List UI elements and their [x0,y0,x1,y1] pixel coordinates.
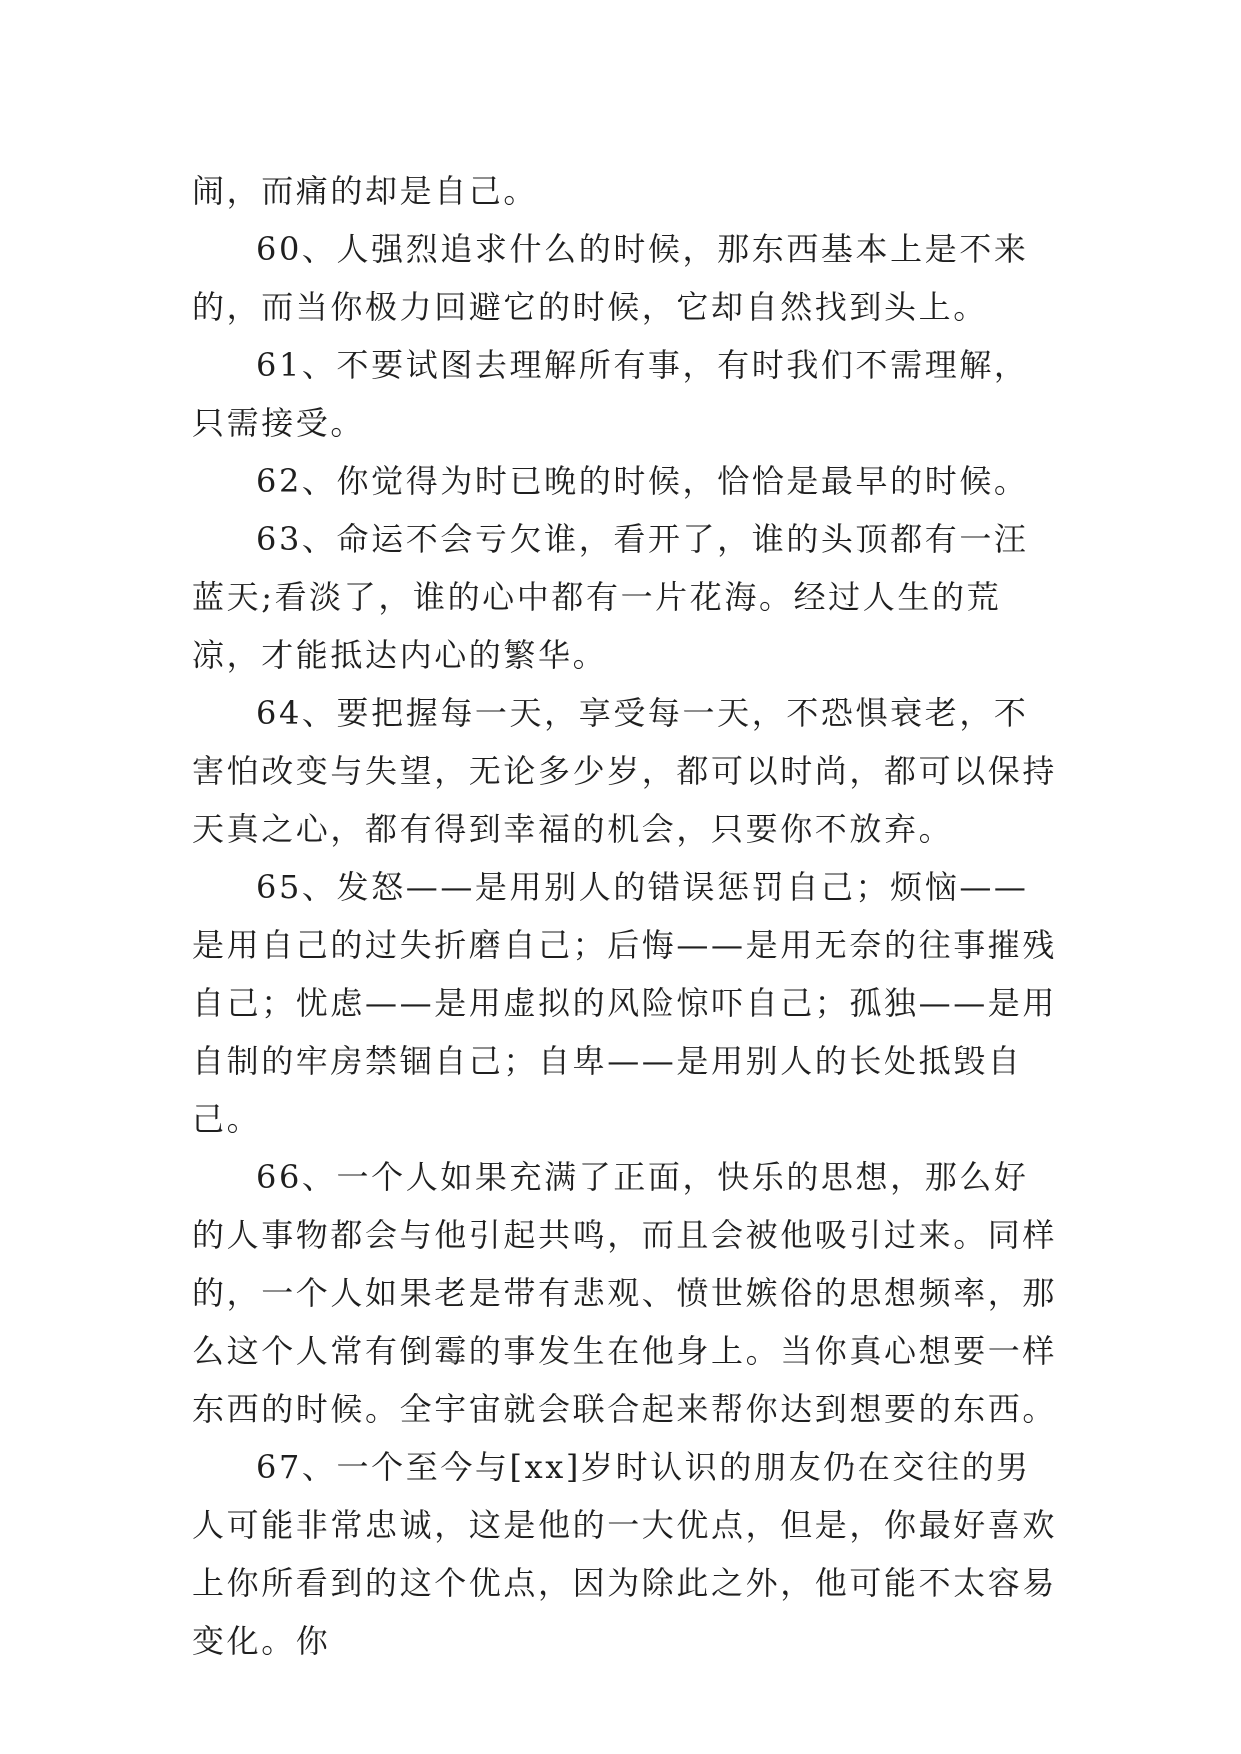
paragraph-62: 62、你觉得为时已晚的时候，恰恰是最早的时候。 [256,462,1029,500]
document-body [192,162,1062,1670]
paragraph-66: 66、一个人如果充满了正面，快乐的思想，那么好的人事物都会与他引起共鸣，而且会被他吸引过来。同样的，一个人如果老是带有悲观、愤世嫉俗的思想频率，那么这个人常有倒霉的事发生在他身上。当你真心想要一样东西的时候。全宇宙就会联合起来帮你达到想要的东西。 [192,1158,1058,1428]
paragraph-63: 63、命运不会亏欠谁，看开了，谁的头顶都有一汪蓝天;看淡了，谁的心中都有一片花海。经过人生的荒凉，才能抵达内心的繁华。 [192,520,1029,674]
paragraph-60: 60、人强烈追求什么的时候，那东西基本上是不来的，而当你极力回避它的时候，它却自然找到头上。 [192,230,1029,326]
paragraph-0: 闹，而痛的却是自己。 [192,172,539,210]
paragraph-67: 67、一个至今与[xx]岁时认识的朋友仍在交往的男人可能非常忠诚，这是他的一大优点，但是，你最好喜欢上你所看到的这个优点，因为除此之外，他可能不太容易变化。你 [192,1448,1058,1660]
paragraph-61: 61、不要试图去理解所有事，有时我们不需理解，只需接受。 [192,346,1029,442]
paragraph-64: 64、要把握每一天，享受每一天，不恐惧衰老，不害怕改变与失望，无论多少岁，都可以时尚，都可以保持天真之心，都有得到幸福的机会，只要你不放弃。 [192,694,1058,848]
paragraph-65: 65、发怒——是用别人的错误惩罚自己；烦恼——是用自己的过失折磨自己；后悔——是用无奈的往事摧残自己；忧虑——是用虚拟的风险惊吓自己；孤独——是用自制的牢房禁锢自己；自卑——是用别人的长处抵毁自己。 [192,868,1058,1138]
